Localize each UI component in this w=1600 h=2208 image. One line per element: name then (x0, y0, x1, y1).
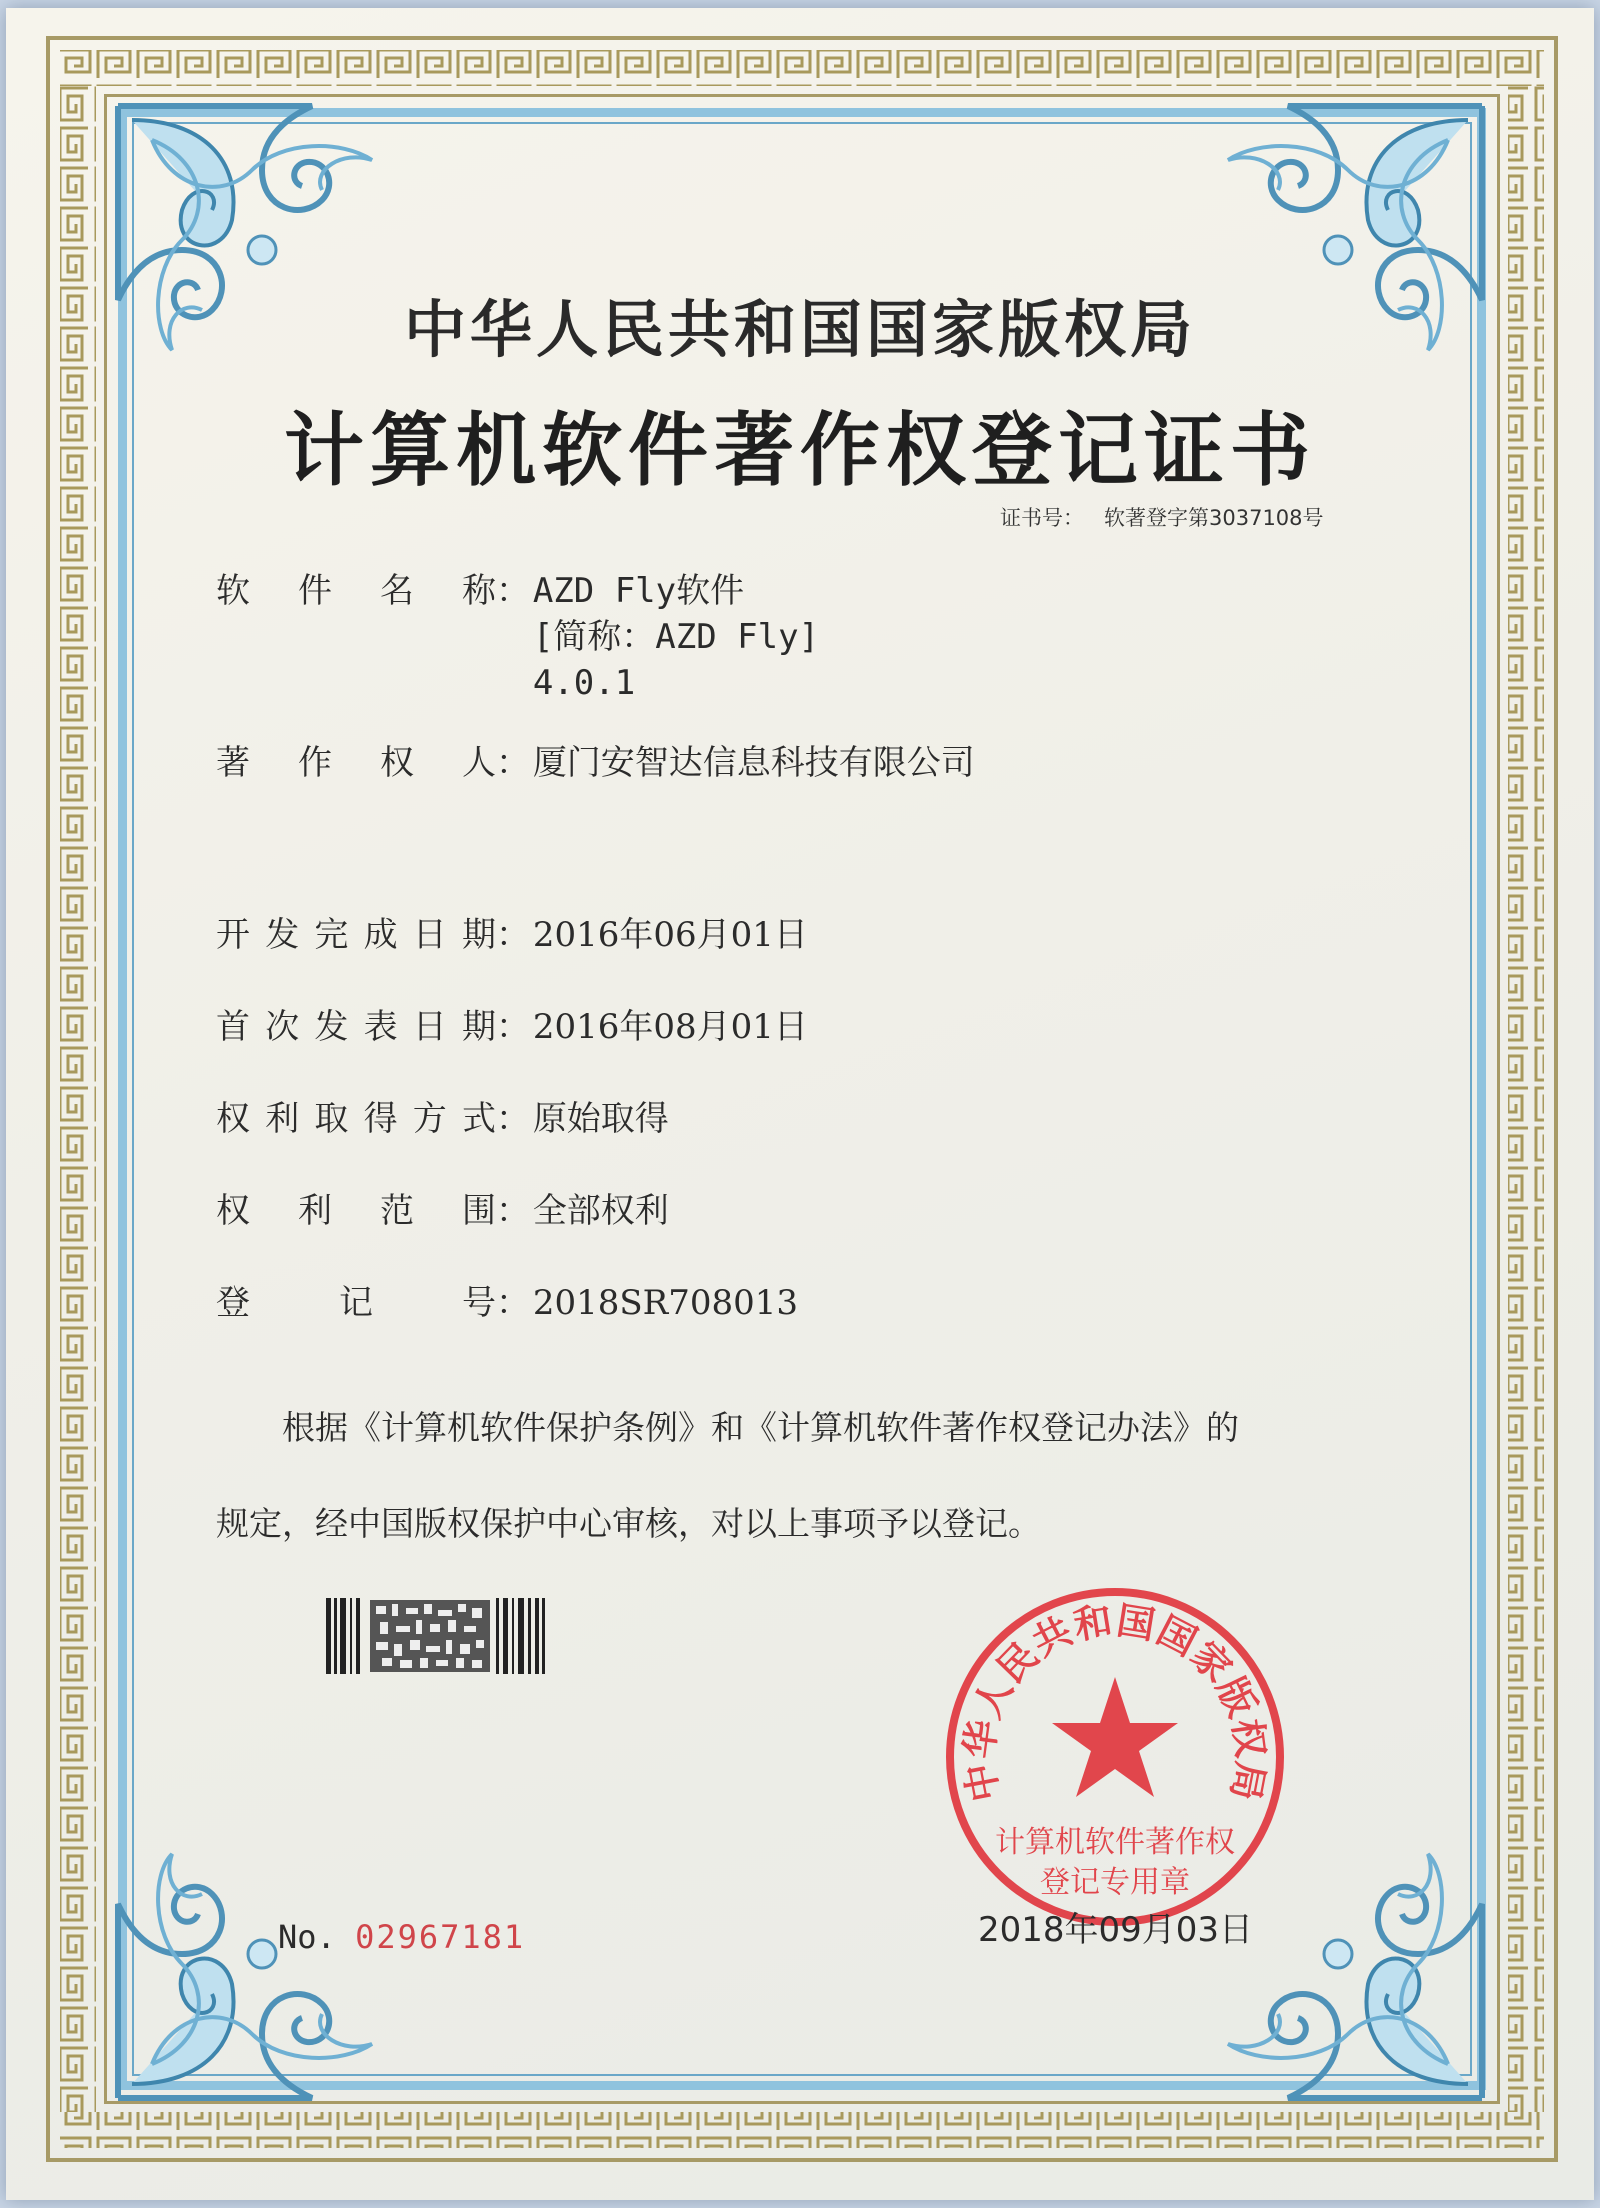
issuing-authority: 中华人民共和国国家版权局 (403, 293, 1196, 366)
statement-line-2: 规定，经中国版权保护中心审核，对以上事项予以登记。 (216, 1504, 1041, 1543)
statement-line-1: 根据《计算机软件保护条例》和《计算机软件著作权登记办法》的 (282, 1408, 1239, 1447)
seal-line-2: 登记专用章 (1040, 1865, 1190, 1900)
field-publication-date: 首次发表日期： 2016年08月01日 (216, 1004, 808, 1050)
field-copyright-owner: 著作权人： 厦门安智达信息科技有限公司 (216, 740, 975, 786)
seal-ring-text: 中华人民共和国国家版权局 (956, 1598, 1274, 1806)
field-software-name: 软件名称： AZD Fly软件 [简称：AZD Fly] 4.0.1 (216, 568, 819, 706)
field-scope: 权利范围： 全部权利 (216, 1188, 669, 1234)
serial-value: 02967181 (355, 1918, 526, 1956)
copyright-owner-label: 著作权人 (216, 743, 496, 783)
registration-statement (216, 1380, 1416, 1572)
barcode-image (326, 1598, 548, 1674)
serial-prefix: No. (278, 1918, 336, 1956)
publication-date-value: 2016年08月01日 (532, 1007, 808, 1047)
development-date-value: 2016年06月01日 (532, 915, 808, 955)
software-name-line1: AZD Fly软件 (532, 571, 745, 611)
registration-no-value: 2018SR708013 (532, 1283, 799, 1323)
development-date-label: 开发完成日期 (216, 915, 496, 955)
registration-no-label: 登记号 (216, 1283, 496, 1323)
official-seal (940, 1582, 1290, 1932)
field-acquisition-method: 权利取得方式： 原始取得 (216, 1096, 669, 1142)
software-name-value (533, 568, 819, 706)
serial-number (278, 1918, 525, 1956)
scope-label: 权利范围 (216, 1191, 496, 1231)
software-name-line2: [简称：AZD Fly] (532, 617, 820, 657)
seal-line-1: 计算机软件著作权 (995, 1825, 1235, 1860)
certificate-title: 计算机软件著作权登记证书 (284, 403, 1316, 497)
publication-date-label: 首次发表日期 (216, 1007, 496, 1047)
issue-date: 2018年09月03日 (978, 1910, 1254, 1950)
field-registration-no: 登记号： 2018SR708013 (216, 1280, 798, 1326)
copyright-owner-value: 厦门安智达信息科技有限公司 (532, 743, 975, 783)
star-icon (1052, 1677, 1178, 1797)
certificate-number-label: 证书号： (1000, 506, 1084, 530)
corner-ornament-bottom-left (112, 1844, 432, 2104)
software-name-label: 软件名称 (216, 571, 496, 611)
software-version: 4.0.1 (532, 663, 636, 703)
acquisition-method-value: 原始取得 (532, 1099, 669, 1139)
certificate-number (1000, 502, 1324, 532)
certificate-number-value: 软著登字第3037108号 (1104, 506, 1324, 530)
scope-value: 全部权利 (532, 1191, 669, 1231)
acquisition-method-label: 权利取得方式 (216, 1099, 496, 1139)
field-development-date: 开发完成日期： 2016年06月01日 (216, 912, 808, 958)
